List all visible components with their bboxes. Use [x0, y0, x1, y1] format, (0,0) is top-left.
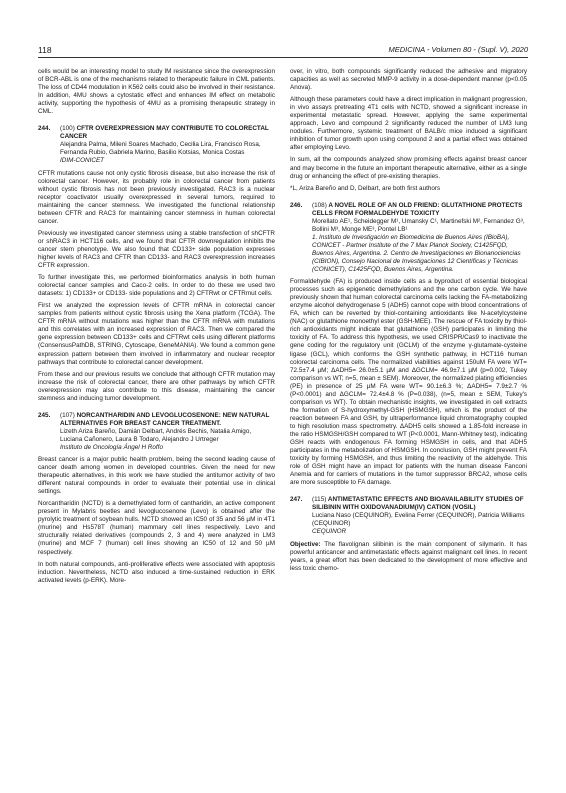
abstract-affiliation: IDIM-CONICET [60, 157, 105, 165]
abstract-authors: Alejandra Palma, Mileni Soares Machado, Cecilia Lira, Francisco Rosa, Fernanda Rubio, Gabriela Marino, Basilio Kotsias, Monica Costas [60, 141, 261, 157]
continued-abstract-paragraph: over, in vitro, both compounds significantly reduced the adhesive and migratory capacities as well as secreted MMP-9 activity in a dose-dependent manner (p<0.05 Anova). [290, 68, 527, 92]
abstract-paragraph: In both natural compounds, anti-proliferative effects were associated with apoptosis induction. Nevertheless, NCTD also induced a time-sustained reduction in ERK activated levels (p-ERK). More- [38, 560, 275, 584]
abstract-title [312, 202, 527, 218]
abstract-paragraph: Previously we investigated cancer stemness using a stable transfection of shCFTR or shRAC3 in HCT116 cells, and we found that CFTR downregulation inhibits the cancer stem phenotype. We also found that CD133+ side population expresses higher levels of RAC3 and CFTR than CD133- and RAC3 overexpression increases CFTR expression. [38, 229, 275, 270]
abstract-244-header [38, 125, 275, 165]
abstract-paragraph: Norcantharidin (NCTD) is a demethylated form of cantharidin, an active component present in Mylabris beetles and levoglucosenone (Levo) is obtained after the pyrolytic treatment of soybean hulls. NCTD showed an IC50 of 35 and 56 µM in 4T1 (murine) and Hs578T (human) mammary cell lines respectively. Levo and structurally related derivatives (compounds 2, 3 and 4) were analyzed in LM3 (murine) and MCF 7 (human) cell lines showing an IC50 of 12 and 50 µM respectively. [38, 500, 275, 556]
objective-text: The flavolignan silibinin is the main component of silymarin. It has powerful anticancer and antimetastatic effects against malignant cell lines. In recent years, a great effort has been dedicated to the development of more effective and less toxic chemo- [290, 540, 527, 572]
abstract-number: 246. [290, 201, 303, 209]
continued-abstract-paragraph: cells would be an interesting model to study IM resistance since the overexpression of BCR-ABL is one of the mechanisms related to therapeutic failure in CML patients. The loss of CD44 modulation in K562 cells could also be involved in their resistance. In addition, 4MU shows a cytostatic effect and enhances IM effect on metabolic activity, supporting the hypothesis of 4MU as a promising therapeutic strategy in CML. [38, 68, 275, 116]
abstract-authors: Lizeth Ariza Bareño, Damián Delbart, Andrés Bechis, Natalia Amigo, Luciana Cañonero, Laura B Todaro, Alejandro J Urtreger [60, 427, 252, 443]
abstract-id: (115) [312, 496, 327, 504]
abstract-paragraph: Formaldehyde (FA) is produced inside cells as a byproduct of essential biological processes such as epigenetic demethylations and the one carbon cycle. We have previously shown that human colorectal carcinoma cells lacking the FA-metabolizing enzyme alcohol dehydrogenase 5 (ADH5) cannot cope with blood concentrations of FA, which can be reverted by thiol-containing antioxidants like N-acetylcysteine (NAC) or glutathione monoethyl ester (GSH-MEE). The rescue of FA toxicity by thiol-rich antioxidants might indicate that glutathione (GSH) participates in limiting the toxicity of FA. To address this hypothesis, we used CRISPR/Cas9 to inactivate the gene coding for the regulatory unit (GCLM) of the enzyme γ-glutamate-cysteine ligase (GCL), which conforms the GSH synthetic pathway, in HCT116 human colorectal carcinoma cells. The normalized viabilities against 150uM FA were WT= 72.5±7.4 µM; ΔADH5= 26.0±5.1 µM and ΔGCLM= 46.9±7.1 µM (p=0.002, Tukey comparison vs WT; n=5, mean ± SEM). Moreover, the normalized plating efficiencies (PE) in presence of 25 µM FA were WT= 90.1±6.3 %; ΔADH5= 7.9±2.7 % (P<0.0001) and ΔGCLM= 72.4±4.8 % (P=0.038), (n=5, mean ± SEM, Tukey's comparison vs WT). To obtain mechanistic insights, we investigated in cell extracts the formation of S-hydroxymethyl-GSH (HSMGSH), which is the product of the reaction between FA and GSH, by ultraperformance liquid chromatography coupled to high resolution mass spectrometry. ΔADH5 cells showed a 1.85-fold increase in the ratio HSMGSH/GSH compared to WT (P<0.0001, Mann-Whitney test), indicating GSH reacts with endogenous FA forming HSMGSH in cells, and that ADH5 participates in the metabolization of HSMGSH. In conclusion, GSH might prevent FA toxicity by forming HSMGSH, and thus limiting the reactivity of the aldehyde. This role of GSH might have an impact for patients with the human disease Fanconi Anemia and for carriers of mutations in the tumor suppressor BRCA2, whose cells are more susceptible to FA damage. [290, 278, 527, 487]
abstract-id: (108) [312, 201, 327, 209]
author-footnote: *L, Ariza Bareño and D, Delbart, are both first authors [290, 184, 441, 192]
abstract-affiliation: 1. Instituto de Investigación en Biomedicina de Buenos Aires (IBioBA), CONICET - Partner Institute of the 7 Max Planck Society, C1425FQD, Buenos Aires, Argentina. 2. Centro de Investigaciones en Bionanociencias (CIBION), Consejo Nacional de Investigaciones 12 Científicas y Técnicas (CONICET), C1425FQD, Buenos Aires, Argentina. [312, 233, 521, 274]
abstract-title-text: ANTIMETASTATIC EFFECTS AND BIOAVAILABILITY STUDIES OF SILIBININ WITH OXIDOVANADIUM(IV) CATION (VOSIL) [312, 496, 524, 512]
abstract-number: 247. [290, 496, 303, 504]
abstract-authors: Luciana Naso (CEQUINOR), Evelina Ferrer (CEQUINOR), Patricia Williams (CEQUINOR) [312, 512, 525, 528]
abstract-affiliation: CEQUINOR [312, 528, 347, 536]
abstract-title-text: NORCANTHARIDIN AND LEVOGLUCOSENONE: NEW NATURAL ALTERNATIVES FOR BREAST CANCER TREATMENT. [60, 411, 270, 427]
abstract-paragraph: CFTR mutations cause not only cystic fibrosis disease, but also increase the risk of colorectal cancer. However, its probably role in colorectal cancer from patients without cystic fibrosis has not been previously investigated. RAC3 is a nuclear receptor coactivator usually overexpressed in several tumors, required to maintaining the cancer stemness. We investigated the functional relationship between CFTR and RAC3 for maintaining cancer stemness in human colorectal cancer. [38, 169, 275, 225]
abstract-title [312, 496, 527, 512]
abstract-authors: Morellato AE¹, Scheidegger M¹, Umansky C¹, Martinefski M², Fernandez G³, Bollini M³, Monge ME³, Pontel LB¹ [312, 217, 525, 233]
abstract-paragraph [290, 541, 527, 573]
abstract-title [60, 125, 275, 141]
continued-abstract-paragraph: Although these parameters could have a direct implication in malignant progression, in vivo assays pretreating 4T1 cells with NCTD, showed a significant increase in experimental metastatic spread. However, applying the same experimental approach, Levo and compound 2 significantly reduced the number of LM3 lung nodules. Furthermore, systemic treatment of BALB/c mice induced a significant inhibition of tumor growth upon using compound 2 and a partial effect was obtained after employing Levo. [290, 96, 527, 152]
objective-label: Objective: [290, 540, 321, 548]
page-number: 118 [38, 45, 52, 55]
left-column [38, 68, 275, 768]
abstract-paragraph: Breast cancer is a major public health problem, being the second leading cause of cancer death among women in developed countries. Given the need for new therapeutic alternatives, in this work we have studied the antitumor activity of two different natural compounds in order to evaluate their potential use in clinical settings. [38, 456, 275, 496]
journal-title: MEDICINA - Volumen 80 - (Supl. V), 2020 [388, 45, 528, 54]
abstract-246-header [290, 202, 527, 274]
page-header [38, 42, 528, 56]
right-column [290, 68, 527, 768]
abstract-245-header [38, 412, 275, 452]
abstract-affiliation: Instituto de Oncología Ángel H Roffo [60, 443, 163, 451]
abstract-id: (107) [60, 411, 75, 419]
continued-abstract-paragraph: In sum, all the compounds analyzed show promising effects against breast cancer and may become in the future an important therapeutic alternative, either as a single drug or enhancing the effect of pre-existing therapies. [290, 156, 527, 180]
abstract-number: 245. [38, 411, 51, 419]
abstract-paragraph: From these and our previous results we conclude that although CFTR mutation may increase the risk of colorectal cancer, there are other pathways by which CFTR overexpression may also contribute to this disease, maintaining the cancer stemness and inducing tumor development. [38, 370, 275, 402]
abstract-title-text: A NOVEL ROLE OF AN OLD FRIEND: GLUTATHIONE PROTECTS CELLS FROM FORMALDEHYDE TOXICITY [312, 201, 523, 217]
abstract-title-text: CFTR OVEREXPRESSION MAY CONTRIBUTE TO COLORECTAL CANCER [60, 125, 269, 141]
abstract-247-header [290, 496, 527, 536]
header-rule [38, 57, 528, 58]
abstract-paragraph: To further investigate this, we performed bioinformatics analysis in both human colorectal cancer samples and Caco-2 cells. In order to do these we used two datasets: 1) CD133+ or CD133- side populations and 2) CFTRwt or CFTRmut cells. [38, 274, 275, 298]
abstract-number: 244. [38, 125, 51, 133]
abstract-id: (100) [60, 125, 75, 133]
abstract-paragraph: First we analyzed the expression levels of CFTR mRNA in colorectal cancer samples from patients without cystic fibrosis using the Xena platform (TCGA). The CFTR mRNA without mutations was higher than the CFTR mRNA with mutations and this correlates with an increased expression of RAC3. Then we compared the gene expression between CD133+ cells and CFTRwt cells using different platforms (ConsensusPathDB, STRING, Cytoscape, GeneMANIA). We found a common gene expression pattern between them involved in inflammatory and nuclear receptor pathways that contribute to colorectal cancer development. [38, 302, 275, 366]
abstract-title [60, 412, 275, 428]
